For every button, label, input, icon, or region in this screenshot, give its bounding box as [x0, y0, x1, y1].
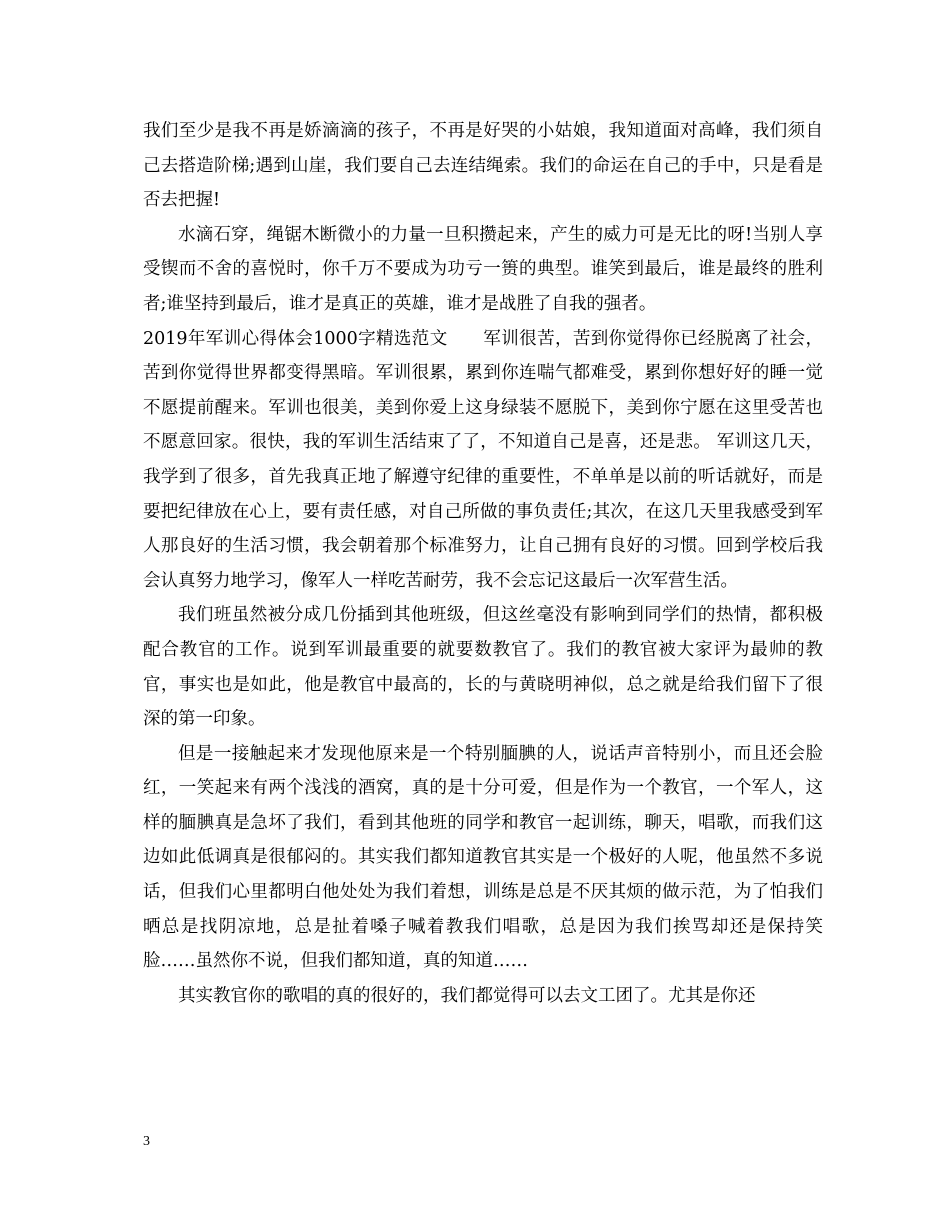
- paragraph-1: 我们至少是我不再是娇滴滴的孩子，不再是好哭的小姑娘，我知道面对高峰，我们须自己去搭造阶梯;遇到山崖，我们要自己去连结绳索。我们的命运在自己的手中，只是看是否去把握!: [143, 121, 823, 211]
- page-number: 3: [143, 1134, 150, 1149]
- paragraph-2: 水滴石穿，绳锯木断微小的力量一旦积攒起来，产生的威力可是无比的呀!当别人享受锲而不舍的喜悦时，你千万不要成为功亏一篑的典型。谁笑到最后，谁是最终的胜利者;谁坚持到最后，谁才是真正的英雄，谁才是战胜了自我的强者。: [143, 224, 823, 314]
- paragraph-3: 2019年军训心得体会1000字精选范文 军训很苦，苦到你觉得你已经脱离了社会，苦到你觉得世界都变得黑暗。军训很累，累到你连喘气都难受，累到你想好好的睡一觉不愿提前醒来。军训也很美，美到你爱上这身绿装不愿脱下，美到你宁愿在这里受苦也不愿意回家。很快，我的军训生活结束了了，不知道自己是喜，还是悲。 军训这几天，我学到了很多，首先我真正地了解遵守纪律的重要性，不单单是以前的听话就好，而是要把纪律放在心上，要有责任感，对自己所做的事负责任;其次，在这几天里我感受到军人那良好的生活习惯，我会朝着那个标准努力，让自己拥有良好的习惯。回到学校后我会认真努力地学习，像军人一样吃苦耐劳，我不会忘记这最后一次军营生活。: [143, 328, 823, 591]
- paragraph-4: 我们班虽然被分成几份插到其他班级，但这丝毫没有影响到同学们的热情，都积极配合教官的工作。说到军训最重要的就要数教官了。我们的教官被大家评为最帅的教官，事实也是如此，他是教官中最高的，长的与黄晓明神似，总之就是给我们留下了很深的第一印象。: [143, 605, 823, 730]
- paragraph-6: 其实教官你的歌唱的真的很好的，我们都觉得可以去文工团了。尤其是你还: [178, 985, 756, 1006]
- paragraph-5: 但是一接触起来才发现他原来是一个特别腼腆的人，说话声音特别小，而且还会脸红，一笑起来有两个浅浅的酒窝，真的是十分可爱，但是作为一个教官，一个军人，这样的腼腆真是急坏了我们，看到其他班的同学和教官一起训练，聊天，唱歌，而我们这边如此低调真是很郁闷的。其实我们都知道教官其实是一个极好的人呢，他虽然不多说话，但我们心里都明白他处处为我们着想，训练是总是不厌其烦的做示范，为了怕我们晒总是找阴凉地，总是扯着嗓子喊着教我们唱歌，总是因为我们挨骂却还是保持笑脸……虽然你不说，但我们都知道，真的知道……: [143, 743, 823, 972]
- document-body: [143, 114, 823, 1013]
